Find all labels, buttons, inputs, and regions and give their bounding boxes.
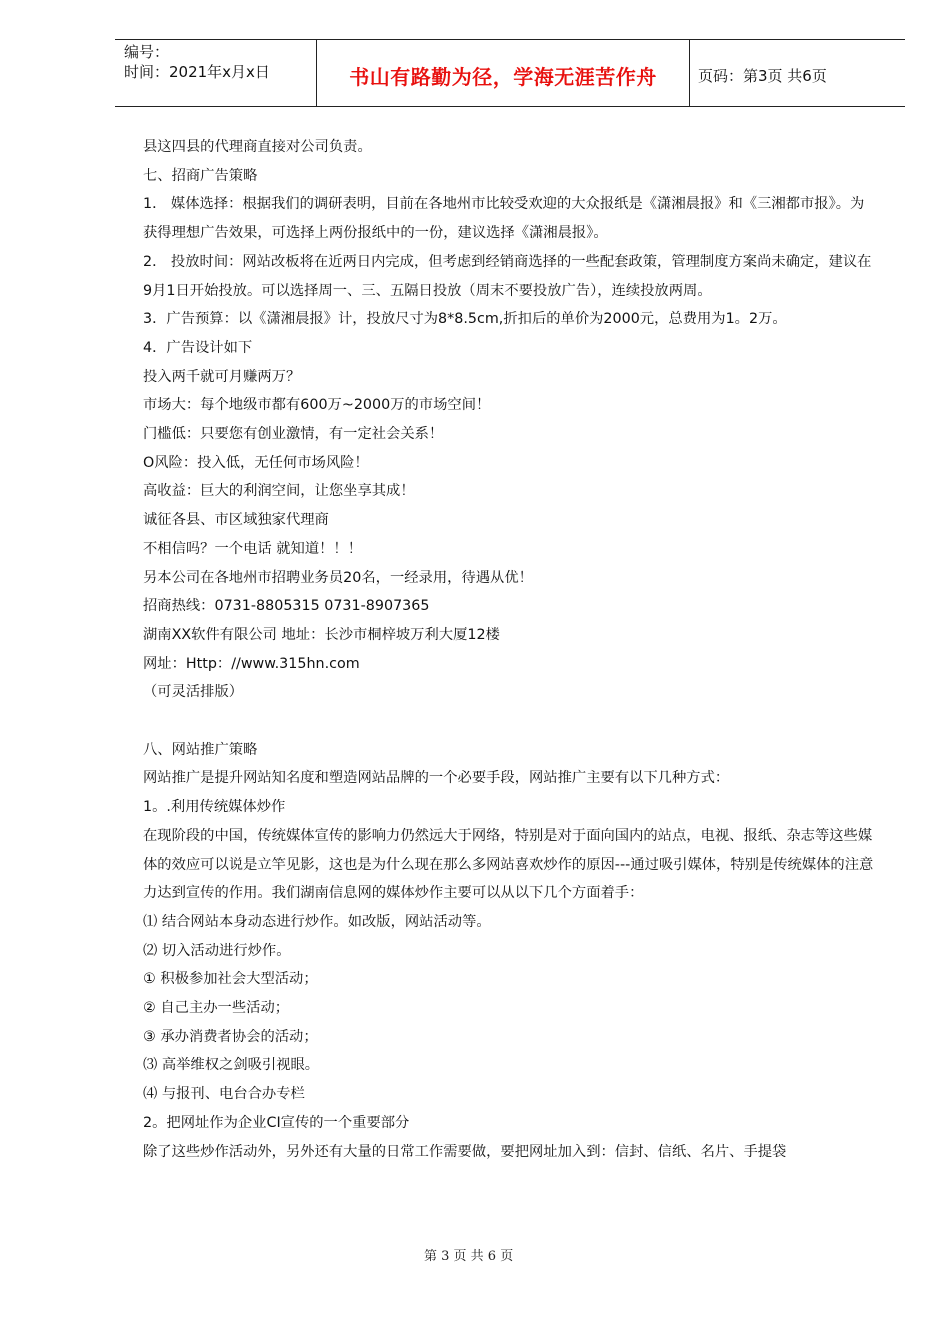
body-paragraph: 除了这些炒作活动外，另外还有大量的日常工作需要做，要把网址加入到：信封、信纸、名片、手提袋 <box>143 1143 787 1160</box>
body-paragraph: 4．广告设计如下 <box>143 339 253 356</box>
body-paragraph: 1． 媒体选择：根据我们的调研表明，目前在各地州市比较受欢迎的大众报纸是《潇湘晨报》和《三湘都市报》。为获得理想广告效果，可选择上两份报纸中的一份，建议选择《潇湘晨报》。 <box>143 196 865 242</box>
body-paragraph: ① 积极参加社会大型活动； <box>143 971 318 988</box>
body-paragraph: ② 自己主办一些活动； <box>143 1000 290 1017</box>
body-paragraph <box>143 707 878 736</box>
header-motto-cell <box>316 40 690 106</box>
body-paragraph: （可灵活排版） <box>143 684 244 701</box>
body-paragraph: 招商热线：0731-8805315 0731-8907365 <box>143 598 430 615</box>
body-paragraph: 八、网站推广策略 <box>143 741 258 758</box>
body-paragraph: 另本公司在各地州市招聘业务员20名，一经录用，待遇从优！ <box>143 569 533 586</box>
header-motto: 书山有路勤为径，学海无涯苦作舟 <box>349 64 657 89</box>
body-paragraph: 县这四县的代理商直接对公司负责。 <box>143 139 372 155</box>
page-header <box>115 39 905 107</box>
body-paragraph: 高收益：巨大的利润空间，让您坐享其成！ <box>143 483 415 500</box>
body-paragraph: O风险：投入低，无任何市场风险！ <box>143 454 369 471</box>
body-paragraph: 市场大：每个地级市都有600万~2000万的市场空间！ <box>143 397 491 414</box>
header-page-cell <box>690 40 905 106</box>
body-paragraph: 诚征各县、市区域独家代理商 <box>143 512 329 529</box>
body-paragraph: 2。把网址作为企业CI宣传的一个重要部分 <box>143 1114 410 1131</box>
body-paragraph: ⑴ 结合网站本身动态进行炒作。如改版，网站活动等。 <box>143 913 491 930</box>
body-paragraph: 在现阶段的中国，传统媒体宣传的影响力仍然远大于网络，特别是对于面向国内的站点，电视、报纸、杂志等这些媒体的效应可以说是立竿见影，这也是为什么现在那么多网站喜欢炒作的原因---通过吸引媒体，特别是传统媒体的注意力达到宣传的作用。我们湖南信息网的媒体炒作主要可以从以下几个方面着手： <box>143 827 874 902</box>
body-paragraph: 网址：Http：//www.315hn.com <box>143 655 360 672</box>
header-page-number: 页码：第3页 共6页 <box>698 66 827 85</box>
body-paragraph: 1。.利用传统媒体炒作 <box>143 799 286 816</box>
body-paragraph: 不相信吗？一个电话 就知道！！！ <box>143 540 362 557</box>
body-paragraph: ⑶ 高举维权之剑吸引视眼。 <box>143 1057 320 1074</box>
body-paragraph: ⑷ 与报刊、电台合办专栏 <box>143 1086 305 1103</box>
document-time: 时间：2021年x月x日 <box>124 63 270 81</box>
body-paragraph: 湖南XX软件有限公司 地址：长沙市桐梓坡万利大厦12楼 <box>143 626 500 643</box>
header-meta <box>115 40 316 106</box>
body-paragraph: 七、招商广告策略 <box>143 167 258 184</box>
body-paragraph: ⑵ 切入活动进行炒作。 <box>143 942 291 959</box>
document-body <box>143 133 878 1166</box>
body-paragraph: 投入两千就可月赚两万？ <box>143 368 301 385</box>
page-footer: 第 3 页 共 6 页 <box>424 1249 514 1264</box>
body-paragraph: 3．广告预算：以《潇湘晨报》计，投放尺寸为8*8.5cm,折扣后的单价为2000元，总费用为1。2万。 <box>143 311 787 328</box>
body-paragraph: 网站推广是提升网站知名度和塑造网站品牌的一个必要手段，网站推广主要有以下几种方式： <box>143 770 730 787</box>
body-paragraph: ③ 承办消费者协会的活动； <box>143 1028 318 1045</box>
body-paragraph: 门槛低：只要您有创业激情，有一定社会关系！ <box>143 426 444 443</box>
body-paragraph: 2． 投放时间：网站改板将在近两日内完成，但考虑到经销商选择的一些配套政策，管理制度方案尚未确定，建议在9月1日开始投放。可以选择周一、三、五隔日投放（周末不要投放广告），连续投放两周。 <box>143 253 872 299</box>
document-number: 编号： <box>124 43 170 61</box>
